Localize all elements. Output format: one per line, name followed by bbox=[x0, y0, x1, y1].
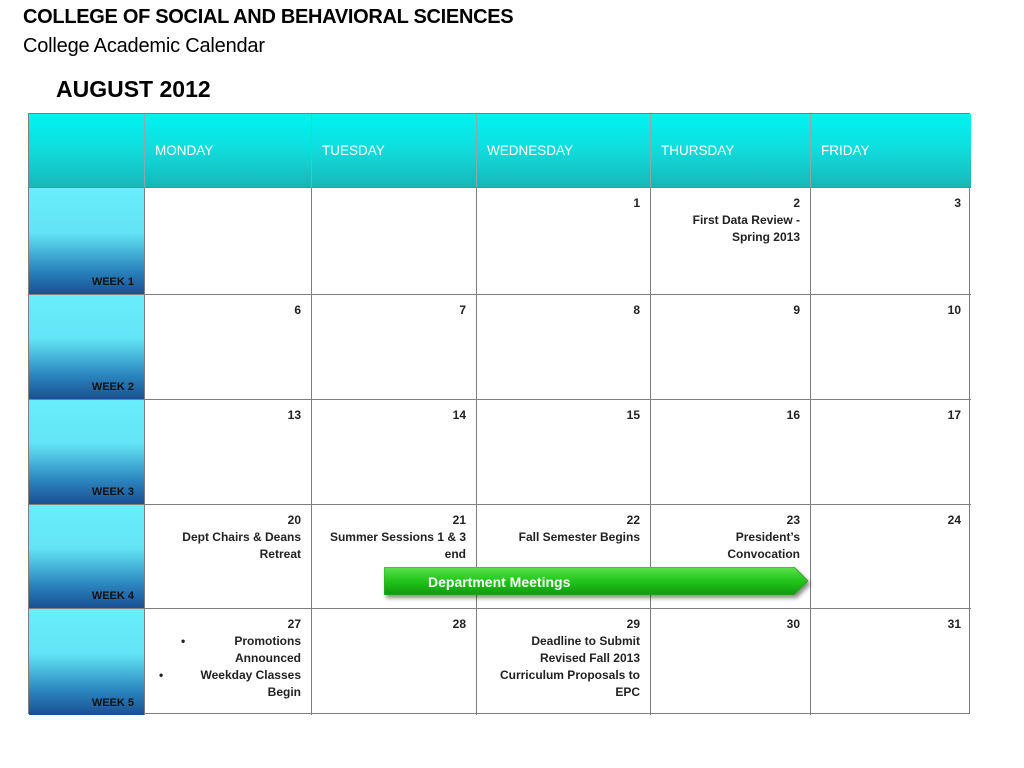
day-cell bbox=[477, 400, 651, 505]
event-bullet-list bbox=[151, 633, 301, 701]
department-meetings-label: Department Meetings bbox=[428, 574, 571, 590]
calendar-grid bbox=[28, 113, 970, 714]
event-text: Convocation bbox=[727, 547, 800, 561]
day-cell bbox=[312, 295, 477, 400]
event-text: Spring 2013 bbox=[731, 230, 800, 244]
day-number: 22 bbox=[626, 513, 640, 527]
day-cell bbox=[145, 295, 312, 400]
day-number: 31 bbox=[947, 617, 961, 631]
header-friday: FRIDAY bbox=[811, 114, 971, 188]
day-cell bbox=[651, 295, 811, 400]
event-text: Retreat bbox=[259, 547, 301, 561]
day-cell bbox=[811, 295, 971, 400]
day-cell bbox=[811, 188, 971, 295]
day-number: 6 bbox=[294, 303, 301, 317]
day-cell bbox=[811, 400, 971, 505]
event-text: Announced bbox=[235, 651, 301, 665]
event-text: Summer Sessions 1 & 3 bbox=[329, 530, 466, 544]
day-cell bbox=[477, 295, 651, 400]
day-number: 1 bbox=[633, 196, 640, 210]
day-cell bbox=[477, 188, 651, 295]
event-text: Begin bbox=[267, 685, 301, 699]
day-cell bbox=[477, 609, 651, 715]
event-text: Deadline to Submit bbox=[531, 634, 640, 648]
header-tuesday: TUESDAY bbox=[312, 114, 477, 188]
week-label-cell bbox=[29, 505, 145, 609]
event-text: EPC bbox=[615, 685, 640, 699]
bullet-icon: • bbox=[159, 668, 164, 682]
month-title: AUGUST 2012 bbox=[56, 76, 211, 102]
day-number: 24 bbox=[947, 513, 961, 527]
event-text: Weekday Classes bbox=[200, 668, 301, 682]
day-cell bbox=[651, 188, 811, 295]
day-cell bbox=[145, 400, 312, 505]
day-number: 30 bbox=[786, 617, 800, 631]
week-label: WEEK 2 bbox=[91, 381, 134, 393]
day-number: 20 bbox=[287, 513, 301, 527]
bullet-icon: • bbox=[181, 634, 186, 648]
college-title: COLLEGE OF SOCIAL AND BEHAVIORAL SCIENCES bbox=[23, 6, 514, 28]
event-text: end bbox=[444, 547, 466, 561]
corner-cell bbox=[29, 114, 145, 188]
week-label: WEEK 5 bbox=[91, 697, 134, 709]
day-cell bbox=[145, 609, 312, 715]
week-label: WEEK 3 bbox=[91, 486, 134, 498]
day-number: 9 bbox=[793, 303, 800, 317]
event-text: Promotions bbox=[234, 634, 301, 648]
day-cell bbox=[312, 609, 477, 715]
event-text: President’s bbox=[735, 530, 800, 544]
day-number: 21 bbox=[452, 513, 466, 527]
day-number: 15 bbox=[626, 408, 640, 422]
header-wednesday: WEDNESDAY bbox=[477, 114, 651, 188]
day-cell bbox=[145, 188, 312, 295]
day-number: 27 bbox=[287, 617, 301, 631]
header-thursday: THURSDAY bbox=[651, 114, 811, 188]
day-number: 8 bbox=[633, 303, 640, 317]
day-cell bbox=[811, 505, 971, 609]
day-number: 13 bbox=[287, 408, 301, 422]
week-label-cell bbox=[29, 188, 145, 295]
day-number: 10 bbox=[947, 303, 961, 317]
week-label-cell bbox=[29, 295, 145, 400]
header-monday: MONDAY bbox=[145, 114, 312, 188]
day-number: 16 bbox=[786, 408, 800, 422]
day-number: 17 bbox=[947, 408, 961, 422]
day-cell bbox=[312, 400, 477, 505]
event-bullet bbox=[151, 667, 301, 701]
day-number: 3 bbox=[954, 196, 961, 210]
day-cell bbox=[651, 400, 811, 505]
event-text: Dept Chairs & Deans bbox=[182, 530, 301, 544]
event-text: Revised Fall 2013 bbox=[539, 651, 640, 665]
day-number: 28 bbox=[452, 617, 466, 631]
day-number: 14 bbox=[452, 408, 466, 422]
day-cell bbox=[145, 505, 312, 609]
week-label-cell bbox=[29, 609, 145, 715]
day-number: 2 bbox=[793, 196, 800, 210]
event-text: First Data Review - bbox=[692, 213, 800, 227]
event-text: Fall Semester Begins bbox=[518, 530, 640, 544]
day-number: 23 bbox=[786, 513, 800, 527]
day-cell bbox=[312, 188, 477, 295]
week-label: WEEK 4 bbox=[91, 590, 134, 602]
week-label-cell bbox=[29, 400, 145, 505]
day-number: 29 bbox=[626, 617, 640, 631]
day-cell bbox=[811, 609, 971, 715]
event-bullet bbox=[151, 633, 301, 667]
event-text: Curriculum Proposals to bbox=[499, 668, 640, 682]
calendar-subtitle: College Academic Calendar bbox=[23, 35, 265, 57]
day-cell bbox=[651, 609, 811, 715]
week-label: WEEK 1 bbox=[91, 276, 134, 288]
day-number: 7 bbox=[459, 303, 466, 317]
